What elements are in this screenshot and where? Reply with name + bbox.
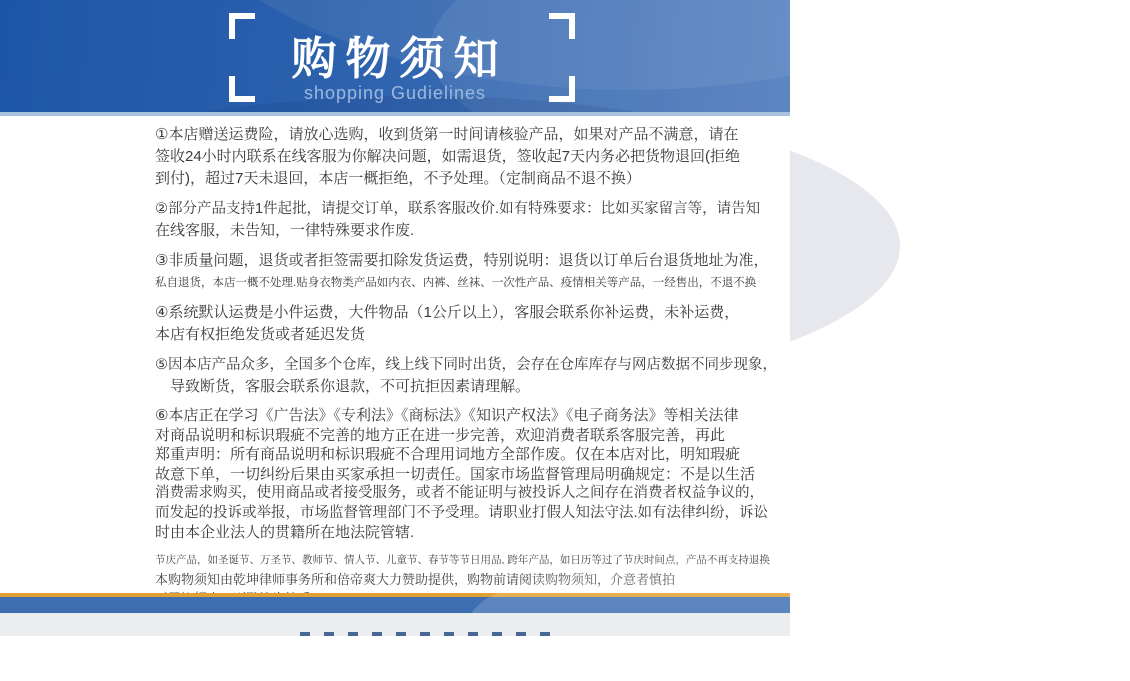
notice-paragraph	[155, 354, 780, 398]
notice-line: ②部分产品支持1件起批，请提交订单，联系客服改价.如有特殊要求：比如买家留言等，请告知	[155, 201, 761, 217]
notice-paragraph	[155, 302, 780, 346]
notice-paragraph	[155, 198, 780, 242]
notice-line: 郑重声明：所有商品说明和标识瑕疵不合理用词地方全部作废。仅在本店对比，明知瑕疵	[155, 446, 741, 463]
bottom-blue-band	[0, 597, 790, 613]
notice-line: 时由本企业法人的贯籍所在地法院管辖.	[155, 524, 415, 541]
next-section-cutoff-text	[300, 632, 558, 636]
notice-line: ④系统默认运费是小件运费，大件物品（1公斤以上），客服会联系你补运费，未补运费，	[155, 304, 740, 321]
notice-line: ⑥本店正在学习《广告法》《专利法》《商标法》《知识产权法》《电子商务法》等相关法律	[155, 407, 739, 424]
notice-paragraph	[155, 250, 780, 294]
notice-line: ③非质量问题，退货或者拒签需要扣除发货运费，特别说明：退货以订单后台退货地址为准，	[155, 252, 769, 269]
notice-body	[0, 116, 790, 593]
notice-line: ⑤因本店产品众多，全国多个仓库，线上线下同时出货，会存在仓库库存与网店数据不同步现象，	[155, 357, 777, 373]
notice-line: 而发起的投诉或举报，市场监督管理部门不予受理。请职业打假人知法守法.如有法律纠纷，诉讼	[155, 504, 769, 521]
notice-line: 导致断货，客服会联系你退款，不可抗拒因素请理解。	[155, 378, 531, 395]
notice-line: 消费需求购买，使用商品或者接受服务，或者不能证明与被投诉人之间存在消费者权益争议的，	[155, 485, 764, 501]
page-title: 购物须知	[291, 33, 508, 84]
header-banner	[0, 0, 790, 112]
page-subtitle: shopping Gudielines	[303, 83, 487, 103]
notice-line: 到付)，超过7天未退回，本店一概拒绝，不予处理。（定制商品不退不换）	[155, 170, 641, 187]
bottom-gray-strip	[0, 613, 790, 636]
notice-line: 故意下单，一切纠纷后果由买家承担一切责任。国家市场监督管理局明确规定：不是以生活	[155, 465, 756, 483]
notice-paragraph	[155, 124, 780, 190]
notice-line: 私自退货，本店一概不处理.贴身衣物类产品如内衣、内裤、丝袜、一次性产品、疫情相关等产品，一经售出，不退不换	[155, 277, 757, 289]
notice-line: 在线客服，未告知，一律特殊要求作废.	[155, 222, 415, 239]
notice-paragraph	[155, 406, 780, 543]
notice-line: 本店有权拒绝发货或者延迟发货	[155, 326, 366, 343]
notice-paragraphs	[155, 124, 780, 543]
notice-line: 本购物须知由乾坤律师事务所和倍帝爽大力赞助提供，购物前请阅读购物须知，介意者慎拍	[155, 571, 676, 587]
notice-line: 节庆产品，如圣诞节、万圣节、教师节、情人节、儿童节、春节等节日用品, 跨年产品，如日历等过了节庆时间点，产品不再支持退换	[155, 553, 770, 566]
notice-line: ①本店赠送运费险，请放心选购，收到货第一时间请核验产品，如果对产品不满意，请在	[155, 126, 739, 143]
notice-line: 签收24小时内联系在线客服为你解决问题，如需退货，签收起7天内务必把货物退回(拒绝	[155, 148, 741, 165]
notice-line: 对商品说明和标识瑕疵不完善的地方正在进一步完善，欢迎消费者联系客服完善，再此	[155, 426, 726, 444]
